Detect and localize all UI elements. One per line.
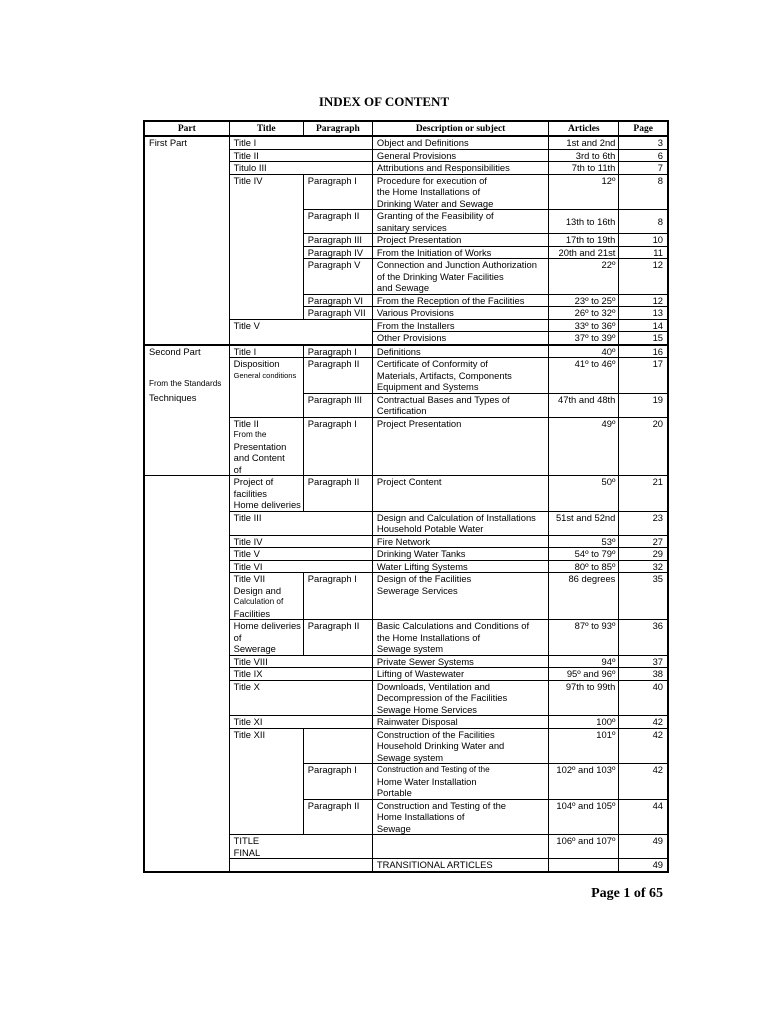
description-cell: Project Presentation (372, 234, 548, 247)
description-cell: Water Lifting Systems (372, 560, 548, 573)
title-line: and Content (233, 452, 285, 463)
page-cell: 49 (619, 859, 668, 872)
part-sub-label: From the Standards (149, 379, 222, 388)
page-cell: 13 (619, 307, 668, 320)
title-cell: Title V (229, 319, 372, 345)
paragraph-cell: Paragraph I (303, 764, 372, 800)
paragraph-cell: Paragraph II (303, 476, 372, 512)
paragraph-cell (303, 728, 372, 764)
desc-line: Design of the Facilities (376, 573, 472, 584)
description-cell: Fire Network (372, 535, 548, 548)
articles-cell (549, 859, 619, 872)
articles-cell: 104º and 105º (549, 799, 619, 835)
title-line: Project of (233, 476, 274, 487)
desc-line: Portable (376, 787, 412, 798)
desc-line: the Home Installations of (376, 631, 481, 643)
articles-cell: 3rd to 6th (549, 149, 619, 162)
desc-line: Drinking Water and Sewage (376, 197, 494, 209)
desc-line: Connection and Junction Authorization (376, 259, 537, 270)
articles-cell: 17th to 19th (549, 234, 619, 247)
title-line: Presentation (233, 440, 287, 452)
articles-cell: 54º to 79º (549, 548, 619, 561)
title-line: Home deliveries (233, 620, 301, 631)
desc-line: Home Water Installation (376, 775, 477, 787)
articles-cell: 1st and 2nd (549, 136, 619, 149)
page-cell: 32 (619, 560, 668, 573)
title-cell (229, 859, 372, 872)
paragraph-cell: Paragraph II (303, 210, 372, 234)
page-cell: 3 (619, 136, 668, 149)
page-cell: 49 (619, 835, 668, 859)
paragraph-cell: Paragraph I (303, 345, 372, 358)
articles-cell: 87º to 93º (549, 620, 619, 656)
articles-cell: 95º and 96º (549, 668, 619, 681)
page-cell: 12 (619, 294, 668, 307)
title-line: Disposition (233, 358, 280, 369)
page-cell: 6 (619, 149, 668, 162)
desc-line: Construction and Testing of the (376, 799, 506, 811)
description-cell: TRANSITIONAL ARTICLES (372, 859, 548, 872)
description-cell: Private Sewer Systems (372, 655, 548, 668)
description-cell: Object and Definitions (372, 136, 548, 149)
description-cell: Definitions (372, 345, 548, 358)
articles-cell: 41º to 46º (549, 358, 619, 394)
title-cell (229, 358, 303, 418)
desc-line: Construction of the Facilities (376, 728, 495, 740)
page-cell: 44 (619, 799, 668, 835)
page-cell: 17 (619, 358, 668, 394)
title-line: Title II (233, 417, 259, 429)
articles-cell: 86 degrees (549, 573, 619, 620)
page-cell: 7 (619, 162, 668, 175)
title-line: Calculation of (233, 597, 284, 606)
title-line: FINAL (233, 846, 261, 858)
paragraph-cell: Paragraph III (303, 393, 372, 417)
title-line: of (233, 463, 242, 475)
page-cell: 42 (619, 716, 668, 729)
page-cell: 8 (619, 174, 668, 210)
paragraph-cell: Paragraph I (303, 174, 372, 210)
paragraph-cell: Paragraph V (303, 259, 372, 295)
articles-cell: 22º (549, 259, 619, 295)
description-cell (372, 393, 548, 417)
header-articles: Articles (549, 121, 619, 136)
desc-line: Household Potable Water (376, 523, 484, 534)
title-cell: Title VIII (229, 655, 372, 668)
articles-cell: 50º (549, 476, 619, 512)
articles-cell: 80º to 85º (549, 560, 619, 573)
page-cell: 37 (619, 655, 668, 668)
articles-cell: 20th and 21st (549, 246, 619, 259)
title-line: TITLE (233, 835, 260, 846)
description-cell: From the Reception of the Facilities (372, 294, 548, 307)
page-cell: 15 (619, 332, 668, 345)
articles-cell: 40º (549, 345, 619, 358)
title-line: of (233, 631, 242, 643)
desc-line: Basic Calculations and Conditions of (376, 620, 530, 631)
page-title: INDEX OF CONTENT (318, 94, 450, 109)
paragraph-cell: Paragraph III (303, 234, 372, 247)
description-cell: Various Provisions (372, 307, 548, 320)
page-cell: 14 (619, 319, 668, 332)
articles-cell: 100º (549, 716, 619, 729)
page-cell: 40 (619, 680, 668, 716)
title-line: Sewerage (233, 643, 276, 654)
paragraph-cell: Paragraph I (303, 417, 372, 476)
title-cell: Title XII (229, 728, 303, 835)
desc-line: Household Drinking Water and (376, 740, 505, 751)
articles-cell: 47th and 48th (549, 393, 619, 417)
title-line: facilities (233, 487, 267, 499)
desc-line: sanitary services (376, 221, 447, 233)
paragraph-cell: Paragraph II (303, 620, 372, 656)
page-cell: 8 (619, 210, 668, 234)
header-part: Part (144, 121, 229, 136)
header-row (144, 121, 668, 136)
description-cell (372, 511, 548, 535)
paragraph-cell: Paragraph IV (303, 246, 372, 259)
desc-line: Granting of the Feasibility of (376, 210, 494, 221)
page-cell: 16 (619, 345, 668, 358)
page-cell: 21 (619, 476, 668, 512)
header-description: Description or subject (372, 121, 548, 136)
articles-cell: 49º (549, 417, 619, 476)
articles-cell: 106º and 107º (549, 835, 619, 859)
description-cell (372, 680, 548, 716)
articles-cell: 102º and 103º (549, 764, 619, 800)
desc-line: Certificate of Conformity of (376, 358, 488, 369)
description-cell (372, 799, 548, 835)
desc-line: Sewage Home Services (376, 703, 477, 715)
title-cell: Title VI (229, 560, 372, 573)
title-cell: Title IX (229, 668, 372, 681)
desc-line: of the Drinking Water Facilities (376, 270, 504, 282)
title-cell: Title III (229, 511, 372, 535)
page-cell: 10 (619, 234, 668, 247)
articles-cell: 51st and 52nd (549, 511, 619, 535)
description-cell (372, 174, 548, 210)
desc-line: Home Installations of (376, 811, 465, 822)
paragraph-cell: Paragraph II (303, 358, 372, 394)
title-cell: Title XI (229, 716, 372, 729)
page-cell: 42 (619, 728, 668, 764)
articles-cell: 13th to 16th (549, 210, 619, 234)
desc-line: Materials, Artifacts, Components (376, 369, 512, 381)
part-label: First Part (149, 137, 188, 148)
title-line: Home deliveries (233, 499, 301, 510)
part-label: Second Part (149, 345, 201, 357)
table-row (144, 476, 668, 512)
page-cell: 29 (619, 548, 668, 561)
description-cell: From the Initiation of Works (372, 246, 548, 259)
description-cell: From the Installers (372, 319, 548, 332)
title-line: From the (233, 430, 267, 439)
articles-cell: 26º to 32º (549, 307, 619, 320)
desc-line: Sewage system (376, 751, 444, 763)
paragraph-cell: Paragraph II (303, 799, 372, 835)
desc-line: Sewerage Services (376, 584, 458, 596)
description-cell (372, 573, 548, 620)
description-cell (372, 210, 548, 234)
desc-line: Downloads, Ventilation and (376, 680, 491, 692)
desc-line: Certification (376, 405, 427, 416)
table-row (144, 136, 668, 149)
description-cell (372, 620, 548, 656)
articles-cell: 37º to 39º (549, 332, 619, 345)
title-line: General conditions (233, 370, 297, 380)
desc-line: the Home Installations of (376, 186, 481, 197)
title-cell: Title I (229, 345, 303, 358)
articles-cell: 7th to 11th (549, 162, 619, 175)
page-cell: 23 (619, 511, 668, 535)
title-cell (229, 476, 303, 512)
articles-cell: 23º to 25º (549, 294, 619, 307)
page-cell: 27 (619, 535, 668, 548)
desc-line: Contractual Bases and Types of (376, 393, 510, 405)
articles-cell: 53º (549, 535, 619, 548)
part-cell-empty (144, 476, 229, 872)
paragraph-cell: Paragraph VI (303, 294, 372, 307)
title-cell: Title IV (229, 174, 303, 319)
title-cell (229, 573, 303, 620)
page-number: Page 1 of 65 (591, 886, 663, 901)
articles-cell: 101º (549, 728, 619, 764)
description-cell (372, 728, 548, 764)
desc-line: Design and Calculation of Installations (376, 511, 536, 523)
title-cell: Title V (229, 548, 372, 561)
header-paragraph: Paragraph (303, 121, 372, 136)
title-line: Title VII (233, 573, 266, 584)
title-cell (229, 835, 372, 859)
desc-line: Construction and Testing of the (376, 765, 490, 774)
title-line: Design and (233, 584, 282, 596)
title-line: Facilities (233, 607, 271, 619)
paragraph-cell: Paragraph I (303, 573, 372, 620)
page-cell: 19 (619, 393, 668, 417)
page-cell: 36 (619, 620, 668, 656)
part-sub-label: Techniques (149, 391, 197, 403)
desc-line: Procedure for execution of (376, 174, 487, 186)
desc-line: Sewage system (376, 643, 444, 654)
title-cell: Title X (229, 680, 372, 716)
description-cell (372, 259, 548, 295)
title-cell (229, 417, 303, 476)
page-cell: 38 (619, 668, 668, 681)
description-cell: Rainwater Disposal (372, 716, 548, 729)
header-page: Page (619, 121, 668, 136)
desc-line: Equipment and Systems (376, 381, 479, 392)
part-cell (144, 345, 229, 476)
table-row (144, 345, 668, 358)
description-cell (372, 764, 548, 800)
paragraph-cell: Paragraph VII (303, 307, 372, 320)
articles-cell: 94º (549, 655, 619, 668)
description-cell: Drinking Water Tanks (372, 548, 548, 561)
desc-line: Sewage (376, 822, 411, 834)
page-cell: 11 (619, 246, 668, 259)
page-cell: 35 (619, 573, 668, 620)
title-cell: Title II (229, 149, 372, 162)
part-cell (144, 136, 229, 345)
title-cell: Titulo III (229, 162, 372, 175)
description-cell: Lifting of Wastewater (372, 668, 548, 681)
articles-cell: 12º (549, 174, 619, 210)
header-title: Title (229, 121, 303, 136)
index-table (143, 120, 669, 873)
description-cell (372, 835, 548, 859)
description-cell: Attributions and Responsibilities (372, 162, 548, 175)
desc-line: and Sewage (376, 282, 430, 293)
description-cell: Project Content (372, 476, 548, 512)
description-cell (372, 358, 548, 394)
title-cell: Title I (229, 136, 372, 149)
description-cell: Other Provisions (372, 332, 548, 345)
description-cell: Project Presentation (372, 417, 548, 476)
description-cell: General Provisions (372, 149, 548, 162)
articles-cell: 97th to 99th (549, 680, 619, 716)
page-cell: 42 (619, 764, 668, 800)
title-cell: Title IV (229, 535, 372, 548)
articles-cell: 33º to 36º (549, 319, 619, 332)
title-cell (229, 620, 303, 656)
desc-line: Decompression of the Facilities (376, 692, 508, 703)
page-cell: 12 (619, 259, 668, 295)
page-cell: 20 (619, 417, 668, 476)
